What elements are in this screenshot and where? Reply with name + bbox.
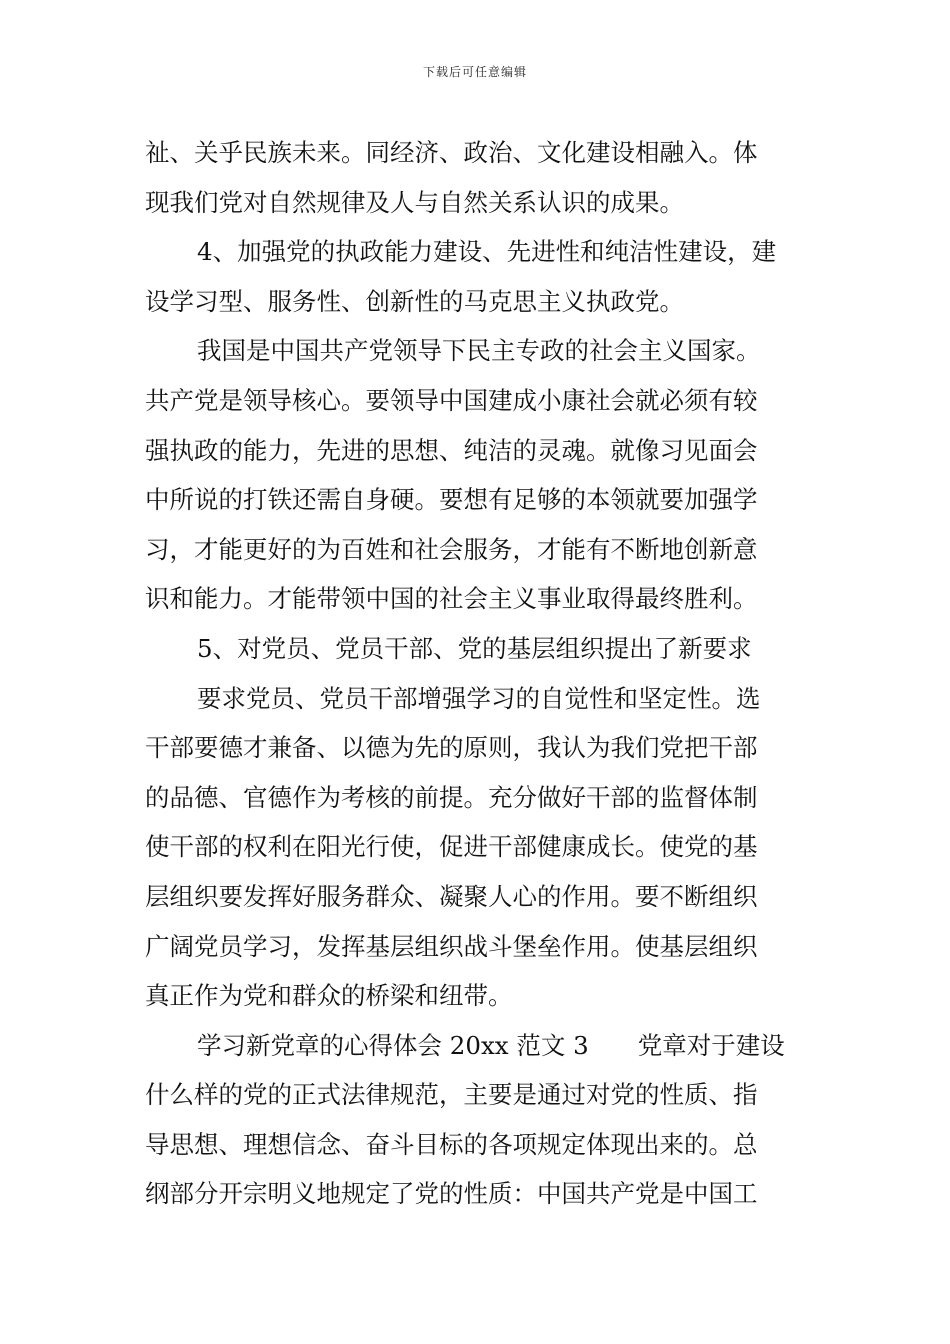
page-header: 下载后可任意编辑	[422, 65, 527, 79]
text-line-8: 中所说的打铁还需自身硬。要想有足够的本领就要加强学	[145, 485, 758, 515]
text-line-6: 共产党是领导核心。要领导中国建成小康社会就必须有较	[145, 385, 758, 415]
text-line-19: 学习新党章的心得体会 20xx 范文 3 党章对于建设	[197, 1030, 785, 1060]
text-line-7: 强执政的能力，先进的思想、纯洁的灵魂。就像习见面会	[145, 435, 758, 465]
text-line-1: 祉、关乎民族未来。同经济、政治、文化建设相融入。体	[145, 138, 758, 167]
text-line-18: 真正作为党和群众的桥梁和纽带。	[145, 981, 513, 1011]
text-line-3: 4、加强党的执政能力建设、先进性和纯洁性建设，建	[197, 237, 777, 267]
text-line-2: 现我们党对自然规律及人与自然关系认识的成果。	[145, 187, 684, 217]
text-line-22: 纲部分开宗明义地规定了党的性质：中国共产党是中国工	[145, 1179, 758, 1209]
text-line-12: 要求党员、党员干部增强学习的自觉性和坚定性。选	[197, 683, 761, 713]
text-line-20: 什么样的党的正式法律规范，主要是通过对党的性质、指	[145, 1080, 758, 1110]
text-line-14: 的品德、官德作为考核的前提。充分做好干部的监督体制	[145, 782, 758, 812]
text-line-17: 广阔党员学习，发挥基层组织战斗堡垒作用。使基层组织	[145, 931, 758, 961]
text-line-11: 5、对党员、党员干部、党的基层组织提出了新要求	[197, 633, 752, 663]
text-line-21: 导思想、理想信念、奋斗目标的各项规定体现出来的。总	[145, 1129, 758, 1159]
text-line-9: 习，才能更好的为百姓和社会服务，才能有不断地创新意	[145, 534, 758, 564]
text-line-5: 我国是中国共产党领导下民主专政的社会主义国家。	[197, 336, 761, 366]
text-line-13: 干部要德才兼备、以德为先的原则，我认为我们党把干部	[145, 733, 758, 763]
document-body	[145, 128, 815, 1219]
text-line-10: 识和能力。才能带领中国的社会主义事业取得最终胜利。	[145, 584, 758, 614]
text-line-15: 使干部的权利在阳光行使，促进干部健康成长。使党的基	[145, 832, 758, 862]
text-line-16: 层组织要发挥好服务群众、凝聚人心的作用。要不断组织	[145, 881, 758, 911]
text-line-4: 设学习型、服务性、创新性的马克思主义执政党。	[145, 286, 684, 316]
